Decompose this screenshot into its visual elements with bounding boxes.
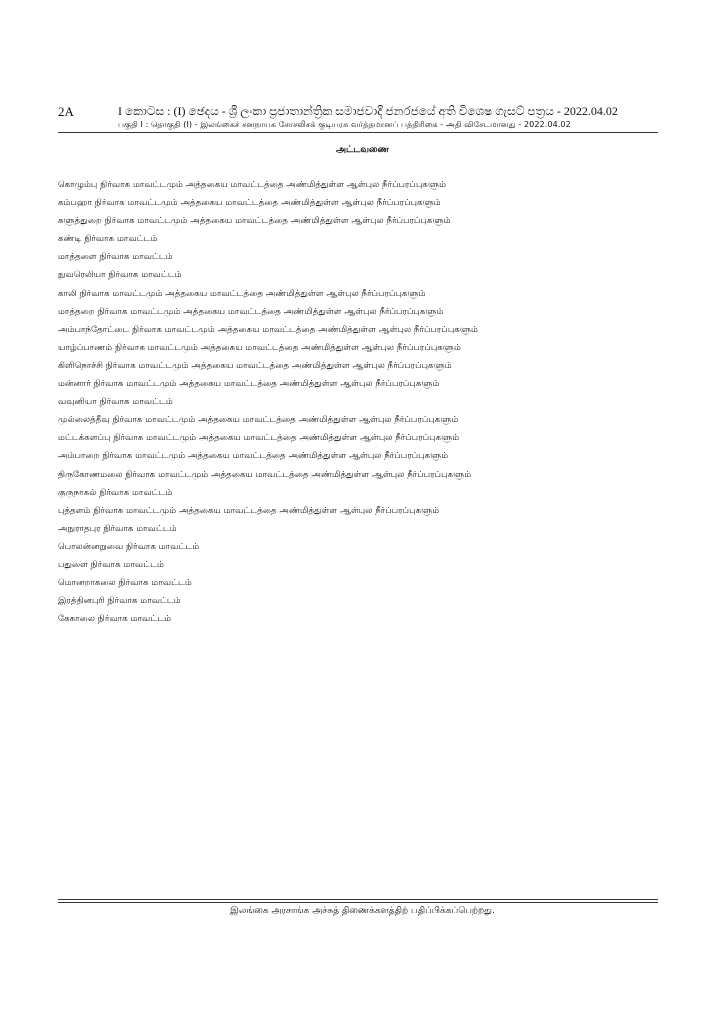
schedule-item: வவுனியா நிர்வாக மாவட்டம் bbox=[58, 397, 173, 408]
schedule-item: கிளிநொச்சி நிர்வாக மாவட்டமும் அத்தகைய மாவட்டத்தை அண்மித்துள்ள ஆள்புல நீர்ப்பரப்புகளும் bbox=[58, 360, 452, 371]
schedule-item: அம்பாந்தோட்டை நிர்வாக மாவட்டமும் அத்தகைய மாவட்டத்தை அண்மித்துள்ள ஆள்புல நீர்ப்பரப்புகளும் bbox=[58, 324, 478, 335]
schedule-item: இரத்தினபுரி நிர்வாக மாவட்டம் bbox=[58, 596, 181, 607]
schedule-item: மன்னார் நிர்வாக மாவட்டமும் அத்தகைய மாவட்டத்தை அண்மித்துள்ள ஆள்புல நீர்ப்பரப்புகளும் bbox=[58, 379, 440, 390]
schedule-item: களுத்துறை நிர்வாக மாவட்டமும் அத்தகைய மாவட்டத்தை அண்மித்துள்ள ஆள்புல நீர்ப்பரப்புகளும் bbox=[58, 216, 451, 227]
schedule-item: பொலன்னறுவை நிர்வாக மாவட்டம் bbox=[58, 541, 200, 552]
header-rule bbox=[58, 132, 658, 133]
schedule-item: குருநாகல் நிர்வாக மாவட்டம் bbox=[58, 487, 173, 498]
schedule-list bbox=[58, 176, 678, 628]
schedule-item: கம்பஹா நிர்வாக மாவட்டமும் அத்தகைய மாவட்டத்தை அண்மித்துள்ள ஆள்புல நீர்ப்பரப்புகளும் bbox=[58, 198, 441, 209]
schedule-title: அட்டவணை bbox=[336, 145, 389, 155]
schedule-item: நுவரெலியா நிர்வாக மாவட்டம் bbox=[58, 270, 182, 281]
footer-rule-bottom bbox=[58, 902, 658, 903]
page-number: 2A bbox=[58, 104, 74, 119]
schedule-item: பதுளை நிர்வாக மாவட்டம் bbox=[58, 559, 164, 570]
schedule-item: கேகாலை நிர்வாக மாவட்டம் bbox=[58, 614, 172, 625]
header-tamil: பகுதி I : தொகுதி (I) - இலங்கைச் சனநாயக சோசலிசக் குடியரசு வர்த்தமானப் பத்திரிகை - அதி விசேடமானது - 2022.04.02 bbox=[118, 120, 571, 129]
schedule-item: மாத்தறை நிர்வாக மாவட்டமும் அத்தகைய மாவட்டத்தை அண்மித்துள்ள ஆள்புல நீர்ப்பரப்புகளும் bbox=[58, 306, 444, 317]
schedule-item: யாழ்ப்பாணம் நிர்வாக மாவட்டமும் அத்தகைய மாவட்டத்தை அண்மித்துள்ள ஆள்புல நீர்ப்பரப்புகளும் bbox=[58, 342, 461, 353]
schedule-item: திருகோணமலை நிர்வாக மாவட்டமும் அத்தகைய மாவட்டத்தை அண்மித்துள்ள ஆள்புல நீர்ப்பரப்புகளும் bbox=[58, 469, 472, 480]
footer-rule-top bbox=[58, 899, 658, 900]
header-sinhala: I කොටස : (I) ඡෙදය - ශ්‍රී ලංකා ප්‍රජාතාන්ත්‍රික සමාජවාදී ජනරජයේ අති විශෙෂ ගැසට් පත්‍රය - 2022.04.02 bbox=[118, 104, 618, 118]
schedule-item: மாத்தளை நிர்வாக மாவட்டம் bbox=[58, 252, 173, 263]
schedule-item: காலி நிர்வாக மாவட்டமும் அத்தகைய மாவட்டத்தை அண்மித்துள்ள ஆள்புல நீர்ப்பரப்புகளும் bbox=[58, 288, 426, 299]
schedule-item: கொழும்பு நிர்வாக மாவட்டமும் அத்தகைய மாவட்டத்தை அண்மித்துள்ள ஆள்புல நீர்ப்பரப்புகளும் bbox=[58, 180, 447, 190]
footer-text: இலங்கை அரசாங்க அச்சுத் திணைக்களத்திற் பதிப்பிக்கப்பெற்றது. bbox=[230, 906, 495, 916]
schedule-item: மட்டக்களப்பு நிர்வாக மாவட்டமும் அத்தகைய மாவட்டத்தை அண்மித்துள்ள ஆள்புல நீர்ப்பரப்புகளும் bbox=[58, 433, 460, 444]
schedule-item: கண்டி நிர்வாக மாவட்டம் bbox=[58, 234, 158, 245]
schedule-item: அநுராதபுர நிர்வாக மாவட்டம் bbox=[58, 523, 177, 534]
schedule-item: அம்பாறை நிர்வாக மாவட்டமும் அத்தகைய மாவட்டத்தை அண்மித்துள்ள ஆள்புல நீர்ப்பரப்புகளும் bbox=[58, 451, 449, 462]
schedule-item: முல்லைத்தீவு நிர்வாக மாவட்டமும் அத்தகைய மாவட்டத்தை அண்மித்துள்ள ஆள்புல நீர்ப்பரப்புகளும் bbox=[58, 415, 459, 426]
schedule-item: மொனறாகலை நிர்வாக மாவட்டம் bbox=[58, 578, 192, 589]
schedule-item: புத்தளம் நிர்வாக மாவட்டமும் அத்தகைய மாவட்டத்தை அண்மித்துள்ள ஆள்புல நீர்ப்பரப்புகளும் bbox=[58, 505, 440, 516]
